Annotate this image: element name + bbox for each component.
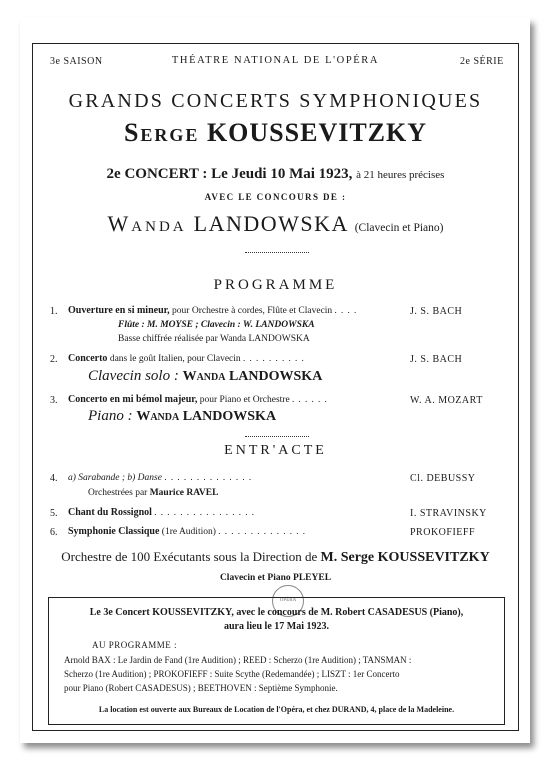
conductor-last-name: KOUSSEVITZKY xyxy=(206,118,428,147)
library-stamp: OPÉRA xyxy=(272,585,304,617)
item-1-leader: . . . . xyxy=(334,305,358,315)
item-6-leader: . . . . . . . . . . . . . . xyxy=(218,526,307,536)
item-2-soloist-name: Wanda LANDOWSKA xyxy=(182,369,323,384)
item-1-soloists: Flûte : M. MOYSE ; Clavecin : W. LANDOWSKA xyxy=(118,320,315,330)
item-5-work xyxy=(68,507,255,518)
item-2-soloist xyxy=(88,368,322,385)
item-1-desc: pour Orchestre à cordes, Flûte et Clavecin xyxy=(172,306,333,316)
item-1-number: 1. xyxy=(50,306,58,317)
concert-number: 2e CONCERT : Le Jeudi 10 Mai 1923, xyxy=(106,166,353,182)
item-3-composer: W. A. MOZART xyxy=(410,395,483,406)
item-4-work xyxy=(68,472,252,483)
item-6-desc: (1re Audition) xyxy=(161,527,216,537)
item-6-title: Symphonie Classique xyxy=(68,526,160,537)
item-2-leader: . . . . . . . . . . xyxy=(243,353,305,363)
conductor-first-name: Serge xyxy=(123,118,200,147)
item-1-title: Ouverture en si mineur, xyxy=(68,305,170,316)
next-works-line1: Arnold BAX : Le Jardin de Fand (1re Audition) ; REED : Scherzo (1re Audition) ; TANSMAN : xyxy=(64,655,412,665)
item-3-role: Piano : xyxy=(88,408,133,424)
item-3-title: Concerto en mi bémol majeur, xyxy=(68,394,198,405)
concert-date-line xyxy=(32,166,519,183)
item-1-work xyxy=(68,305,357,316)
entracte-heading: ENTR'ACTE xyxy=(224,443,327,458)
concours-label: AVEC LE CONCOURS DE : xyxy=(204,192,347,202)
soloist-title xyxy=(32,211,519,237)
item-2-desc: dans le goût Italien, pour Clavecin xyxy=(109,354,241,364)
item-5-leader: . . . . . . . . . . . . . . . . xyxy=(154,507,256,517)
orchestra-line xyxy=(32,549,519,566)
item-3-leader: . . . . . . xyxy=(292,394,328,404)
item-2-work xyxy=(68,353,305,364)
item-3-number: 3. xyxy=(50,395,58,406)
series-label: 2e SÉRIE xyxy=(460,56,504,67)
item-3-work xyxy=(68,394,328,405)
concert-time: à 21 heures précises xyxy=(356,169,445,181)
conductor-title xyxy=(32,118,519,148)
soloist-first-name: Wanda xyxy=(107,211,187,236)
item-6-work xyxy=(68,526,306,537)
item-5-title: Chant du Rossignol xyxy=(68,507,152,518)
booking-info: La location est ouverte aux Bureaux de Location de l'Opéra, et chez DURAND, 4, place de la Madeleine. xyxy=(98,705,455,714)
item-2-role: Clavecin solo : xyxy=(88,368,179,384)
next-concert-line2: aura lieu le 17 Mai 1923. xyxy=(224,621,329,632)
soloist-last-name: LANDOWSKA xyxy=(193,211,348,236)
item-4-number: 4. xyxy=(50,473,58,484)
item-5-composer: I. STRAVINSKY xyxy=(410,508,487,519)
next-concert-line1: Le 3e Concert KOUSSEVITZKY, avec le concours de M. Robert CASADESUS (Piano), xyxy=(89,607,464,618)
item-3-desc: pour Piano et Orchestre xyxy=(199,395,290,405)
item-3-soloist-name: Wanda LANDOWSKA xyxy=(136,409,277,424)
item-2-title: Concerto xyxy=(68,353,108,364)
au-programme-label: AU PROGRAMME : xyxy=(92,640,178,650)
item-6-composer: PROKOFIEFF xyxy=(410,527,476,538)
item-4-arranged-by: Orchestrées par xyxy=(88,488,148,498)
item-6-number: 6. xyxy=(50,527,58,538)
item-1-composer: J. S. BACH xyxy=(410,306,463,317)
item-2-composer: J. S. BACH xyxy=(410,354,463,365)
item-3-soloist xyxy=(88,408,276,425)
orchestra-text: Orchestre de 100 Exécutants sous la Direction de xyxy=(61,549,318,564)
piano-maker-line: Clavecin et Piano PLEYEL xyxy=(219,573,332,583)
item-4-title: a) Sarabande ; b) Danse xyxy=(68,473,162,483)
programme-heading: PROGRAMME xyxy=(213,277,338,293)
item-4-composer: Cl. DEBUSSY xyxy=(410,473,476,484)
item-5-number: 5. xyxy=(50,508,58,519)
dotted-separator-2 xyxy=(245,436,309,437)
item-4-arrangement xyxy=(88,488,218,498)
concert-series-title: GRANDS CONCERTS SYMPHONIQUES xyxy=(68,90,483,112)
item-2-number: 2. xyxy=(50,354,58,365)
item-4-arranger: Maurice RAVEL xyxy=(149,488,219,498)
season-label: 3e SAISON xyxy=(50,56,103,67)
next-works-line3: pour Piano (Robert CASADESUS) ; BEETHOVEN : Septième Symphonie. xyxy=(64,683,338,693)
item-4-leader: . . . . . . . . . . . . . . xyxy=(164,472,253,482)
item-1-note: Basse chiffrée réalisée par Wanda LANDOWSKA xyxy=(118,334,310,344)
next-works-line2: Scherzo (1re Audition) ; PROKOFIEFF : Suite Scythe (Redemandée) ; LISZT : 1er Concerto xyxy=(64,669,400,679)
theatre-name: THÉATRE NATIONAL DE L'OPÉRA xyxy=(171,55,380,66)
dotted-separator xyxy=(245,252,309,253)
orchestra-conductor: M. Serge KOUSSEVITZKY xyxy=(320,550,490,565)
soloist-instruments: (Clavecin et Piano) xyxy=(354,222,444,234)
